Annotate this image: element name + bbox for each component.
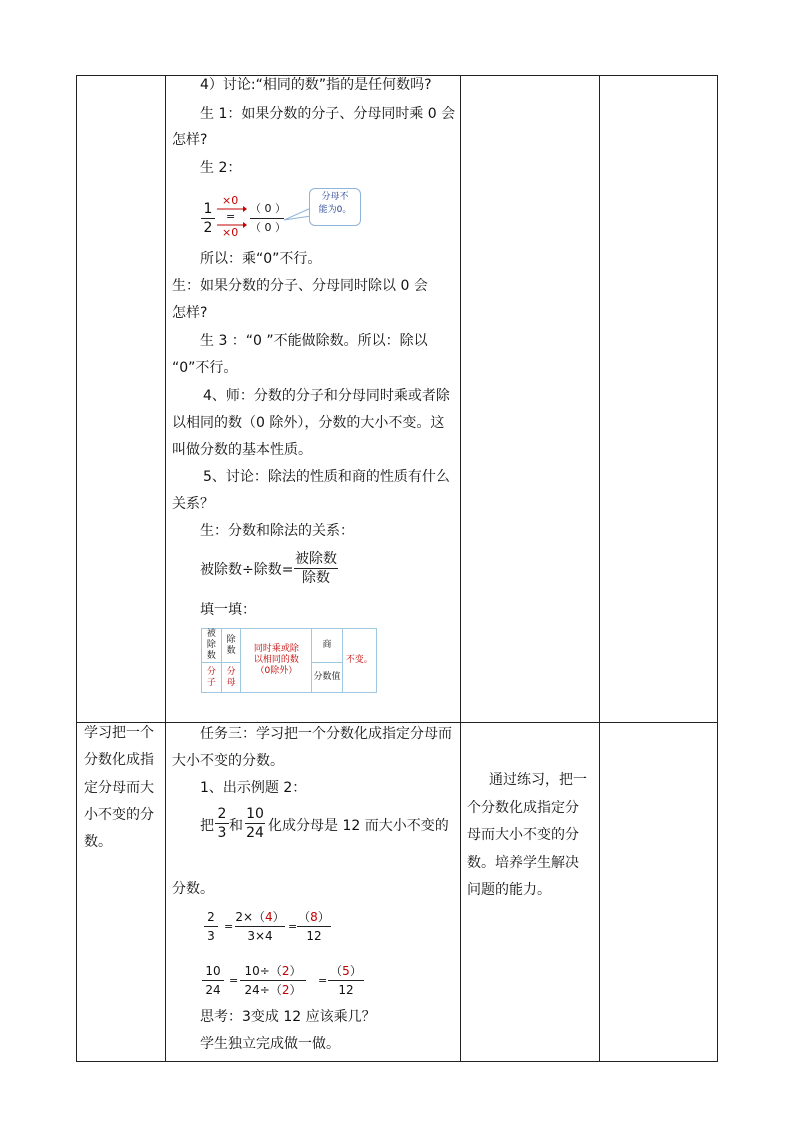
- eq1-equals-1: =: [224, 920, 234, 933]
- example-tail: 分数。: [172, 881, 214, 897]
- student-question-line1: 生：如果分数的分子、分母同时除以 0 会: [172, 278, 428, 294]
- think-prompt: 思考：3变成 12 应该乘几？: [200, 1009, 376, 1025]
- student-question-line2: 怎样?: [172, 305, 208, 321]
- intent-line5: 问题的能力。: [467, 882, 551, 898]
- callout-pointer: [284, 204, 312, 224]
- table-bottom-border: [76, 1061, 718, 1062]
- intent-line4: 数。培养学生解决: [467, 855, 579, 871]
- row-divider: [76, 722, 718, 723]
- cell-divisor: 除数: [221, 629, 241, 663]
- callout-denominator-note: 分母不 能为0。: [309, 188, 361, 226]
- eq2-middle-fraction: 10÷（2） 24÷（2）: [240, 963, 306, 998]
- eq2-equals-1: =: [229, 974, 239, 987]
- cell-same-operation: 同时乘或除 以相同的数 （0除外）: [241, 629, 312, 693]
- teacher-rule-line3: 叫做分数的基本性质。: [172, 442, 312, 458]
- column-divider-1: [165, 75, 166, 1062]
- operator-bottom: ×0: [222, 226, 239, 239]
- student2-label: 生 2：: [200, 160, 242, 176]
- formula-fraction: 被除数 除数: [295, 551, 337, 586]
- eq1-equals-2: =: [288, 920, 298, 933]
- cell-dividend: 被除数: [202, 629, 222, 663]
- discussion-4: 4）讨论:“相同的数”指的是任何数吗?: [200, 77, 432, 93]
- goal-line3: 定分母而大: [84, 780, 154, 796]
- task3-line2: 大小不变的分数。: [172, 753, 284, 769]
- discussion-5-line1: 5、讨论：除法的性质和商的性质有什么: [203, 469, 450, 485]
- goal-line2: 分数化成指: [84, 752, 154, 768]
- example-fraction-2-3: 2 3: [215, 806, 229, 841]
- column-divider-3: [599, 75, 600, 1062]
- example-pre: 把: [200, 818, 214, 834]
- teacher-rule-line1: 4、师：分数的分子和分母同时乘或者除: [203, 388, 450, 404]
- goal-line5: 数。: [84, 834, 112, 850]
- operator-top: ×0: [222, 194, 239, 207]
- fill-in-label: 填一填：: [200, 602, 256, 618]
- column-divider-2: [460, 75, 461, 1062]
- conclusion-multiply: 所以：乘“0”不行。: [200, 251, 322, 267]
- eq2-result-fraction: （5） 12: [328, 963, 364, 998]
- student3-line2: “0”不行。: [172, 360, 238, 376]
- independent-work: 学生独立完成做一做。: [200, 1036, 340, 1052]
- eq2-equals-2: =: [318, 974, 328, 987]
- task3-line1: 任务三：学习把一个分数化成指定分母而: [200, 726, 452, 742]
- result-fraction: （ 0 ） （ 0 ）: [250, 202, 286, 234]
- teacher-rule-line2: 以相同的数（0 除外），分数的大小不变。这: [172, 415, 445, 431]
- table-left-border: [76, 75, 77, 1062]
- student1-line1: 生 1：如果分数的分子、分母同时乘 0 会: [200, 106, 456, 122]
- relation-heading: 生：分数和除法的关系：: [200, 523, 354, 539]
- discussion-5-line2: 关系？: [172, 496, 214, 512]
- cell-unchanged: 不变。: [342, 629, 376, 693]
- cell-quotient: 商: [312, 629, 342, 663]
- eq2-left-fraction: 10 24: [202, 963, 224, 998]
- example-post: 化成分母是 12 而大小不变的: [268, 818, 449, 834]
- example-and: 和: [229, 818, 243, 834]
- example-fraction-10-24: 10 24: [246, 806, 264, 841]
- table-top-border: [76, 75, 718, 76]
- table-right-border: [717, 75, 718, 1062]
- fraction-one-half: 1 2: [201, 201, 215, 236]
- goal-line4: 小不变的分: [84, 807, 154, 823]
- cell-denominator: 分母: [221, 663, 241, 693]
- cell-fraction-value: 分数值: [312, 663, 342, 693]
- intent-line3: 母而大小不变的分: [467, 827, 579, 843]
- eq1-left-fraction: 2 3: [204, 909, 218, 944]
- example-heading: 1、出示例题 2：: [200, 780, 307, 796]
- goal-line1: 学习把一个: [84, 725, 154, 741]
- student1-line2: 怎样?: [172, 132, 208, 148]
- intent-line1: 通过练习，把一: [489, 772, 587, 788]
- fill-in-table: [201, 628, 377, 693]
- equals-sign: =: [226, 210, 236, 223]
- intent-line2: 个分数化成指定分: [467, 800, 579, 816]
- eq1-result-fraction: （8） 12: [298, 910, 330, 943]
- eq1-middle-fraction: 2×（4） 3×4: [235, 910, 285, 943]
- cell-numerator: 分子: [202, 663, 222, 693]
- formula-lhs: 被除数÷除数=: [200, 562, 294, 578]
- student3-line1: 生 3 ：“0 ”不能做除数。所以：除以: [200, 333, 428, 349]
